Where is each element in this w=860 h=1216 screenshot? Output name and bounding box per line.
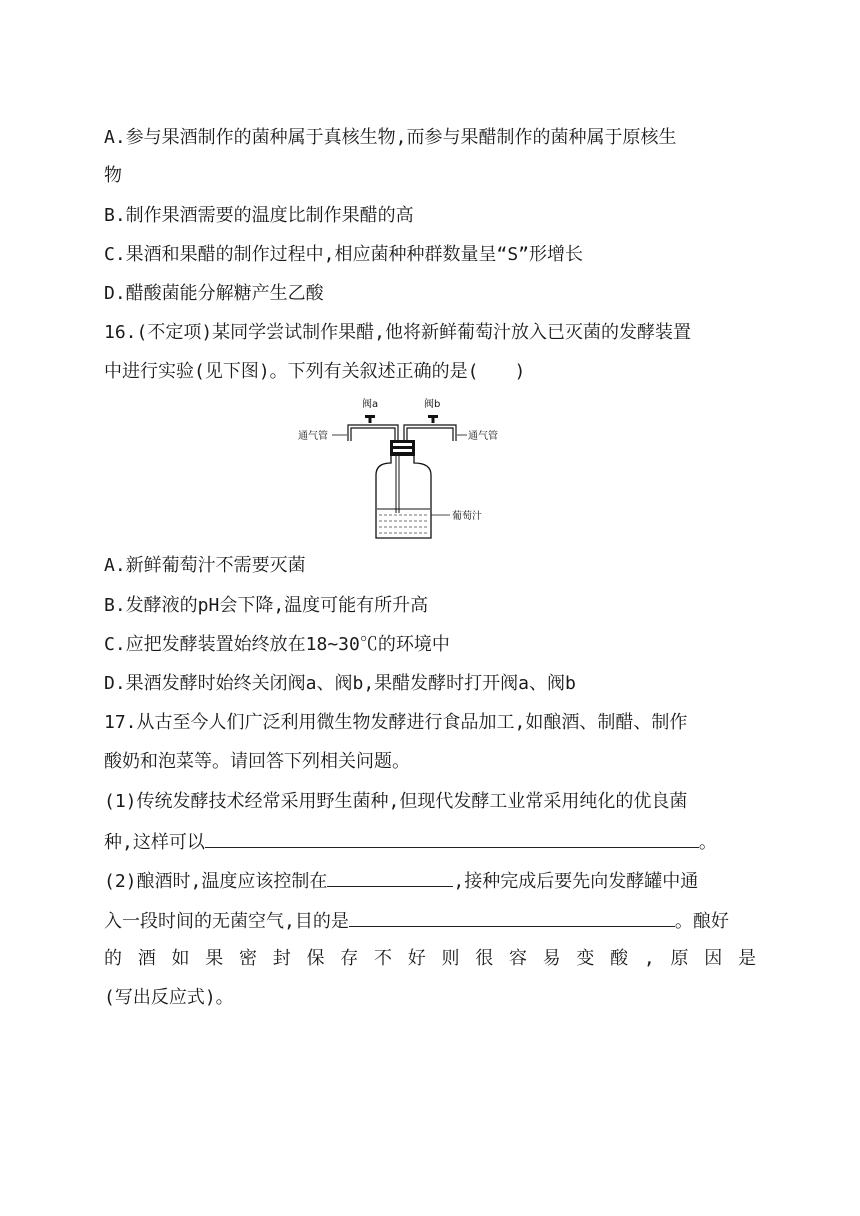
fermentation-apparatus-figure: [290, 395, 530, 545]
part2-text-before-blank2: 入一段时间的无菌空气,目的是: [104, 911, 349, 932]
part1-text-after-blank: 。: [698, 832, 717, 853]
valve-b-label: 阀b: [424, 399, 441, 410]
option-15c: C.果酒和果醋的制作过程中,相应菌种种群数量呈“S”形增长: [104, 244, 584, 265]
question-17-part2-line3: 的酒如果密封保存不好则很容易变酸,原因是: [104, 948, 756, 969]
part2-text-after-blank1: ,接种完成后要先向发酵罐中通: [453, 871, 699, 892]
question-17-intro-line1: 17.从古至今人们广泛利用微生物发酵进行食品加工,如酿酒、制醋、制作: [104, 712, 688, 733]
option-15a-line1: A.参与果酒制作的菌种属于真核生物,而参与果醋制作的菌种属于原核生: [104, 127, 677, 148]
option-15d: D.醋酸菌能分解糖产生乙酸: [104, 283, 324, 304]
question-17-part1-line2: [104, 827, 764, 857]
right-air-tube: [404, 425, 456, 441]
part2-text-after-blank2: 。酿好: [674, 911, 729, 932]
option-16a: A.新鲜葡萄汁不需要灭菌: [104, 555, 306, 576]
question-17-part2-line2: [104, 906, 764, 936]
question-17-part2-line4: (写出反应式)。: [104, 987, 234, 1008]
question-17-part1-line1: (1)传统发酵技术经常采用野生菌种,但现代发酵工业常采用纯化的优良菌: [104, 791, 688, 812]
valve-a: [365, 415, 375, 423]
answer-blank-1[interactable]: [205, 827, 699, 848]
valve-a-label: 阀a: [362, 399, 379, 410]
valve-b: [428, 415, 438, 423]
rubber-stopper: [390, 440, 415, 456]
answer-blank-2[interactable]: [327, 866, 453, 887]
left-air-tube: [348, 425, 398, 441]
option-16b: B.发酵液的pH会下降,温度可能有所升高: [104, 595, 429, 616]
question-16-stem-line1: 16.(不定项)某同学尝试制作果醋,他将新鲜葡萄汁放入已灭菌的发酵装置: [104, 322, 692, 343]
part2-text-before-blank1: (2)酿酒时,温度应该控制在: [104, 871, 328, 892]
bottle: [376, 456, 431, 538]
option-15b: B.制作果酒需要的温度比制作果醋的高: [104, 205, 414, 226]
option-15a-line2: 物: [104, 165, 122, 186]
grape-juice: [377, 509, 430, 533]
question-16-stem-line2: 中进行实验(见下图)。下列有关叙述正确的是( ): [104, 361, 526, 382]
left-tube-label: 通气管: [298, 431, 328, 442]
part1-text-before-blank: 种,这样可以: [104, 832, 205, 853]
question-17-part2-line1: [104, 866, 764, 896]
juice-label: 葡萄汁: [452, 511, 482, 522]
right-tube-label: 通气管: [468, 431, 498, 442]
option-16c: C.应把发酵装置始终放在18~30℃的环境中: [104, 634, 450, 655]
option-16d: D.果酒发酵时始终关闭阀a、阀b,果醋发酵时打开阀a、阀b: [104, 673, 576, 694]
question-17-intro-line2: 酸奶和泡菜等。请回答下列相关问题。: [104, 751, 410, 772]
answer-blank-3[interactable]: [349, 906, 675, 927]
